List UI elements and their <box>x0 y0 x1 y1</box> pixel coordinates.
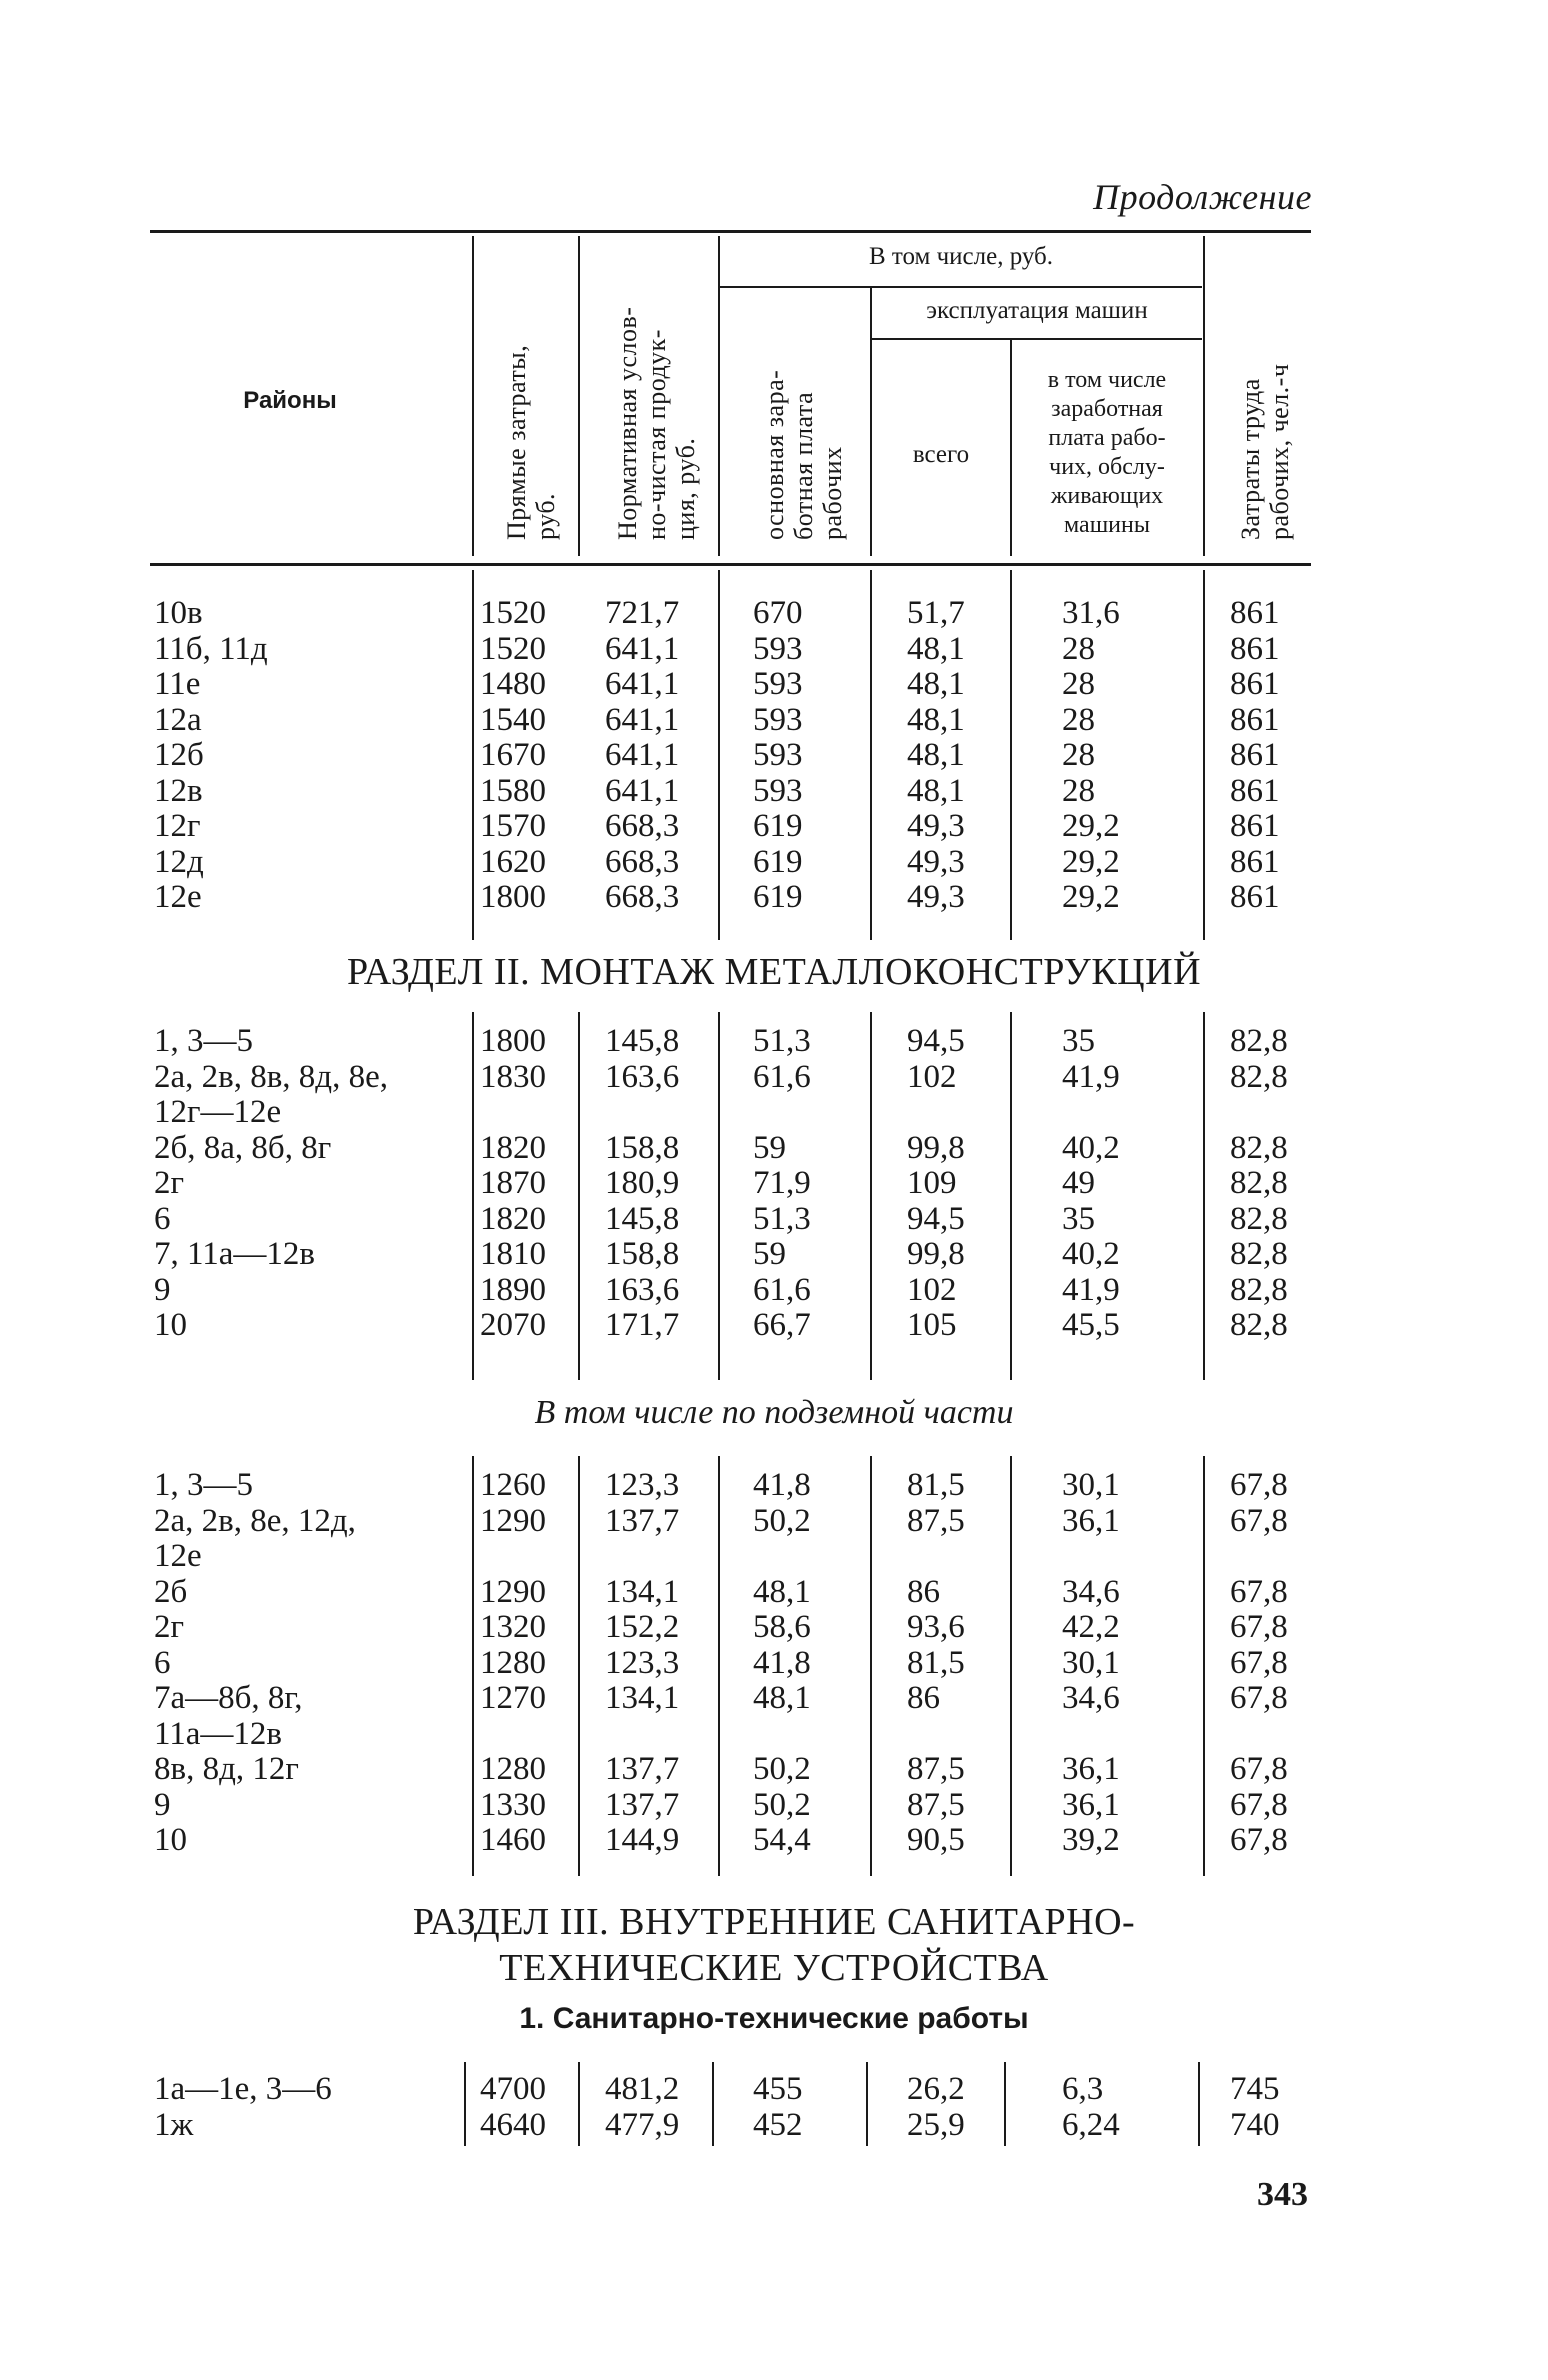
value-cell: 54,4 <box>753 1822 811 1858</box>
value-cell: 34,6 <box>1062 1573 1120 1610</box>
value-cell: 158,8 <box>605 1129 680 1166</box>
value-cell: 861 <box>1230 772 1280 809</box>
region-cell: 9 <box>154 1786 171 1823</box>
region-cell: 10 <box>154 1822 187 1858</box>
value-cell: 61,6 <box>753 1058 811 1095</box>
value-cell: 67,8 <box>1230 1822 1288 1858</box>
region-cell: 12д <box>154 843 204 880</box>
value-cell: 1290 <box>480 1502 546 1539</box>
value-cell: 28 <box>1062 630 1095 667</box>
header-subrule <box>872 338 1202 340</box>
value-cell: 34,6 <box>1062 1680 1120 1716</box>
value-cell: 1280 <box>480 1751 546 1787</box>
table-row <box>150 703 1311 739</box>
value-cell: 861 <box>1230 843 1280 880</box>
value-cell: 861 <box>1230 595 1280 631</box>
value-cell: 82,8 <box>1230 1236 1288 1272</box>
value-cell: 48,1 <box>753 1573 811 1610</box>
region-cell: 2б <box>154 1573 188 1610</box>
region-cell: 12г <box>154 808 201 844</box>
value-cell: 48,1 <box>907 666 965 702</box>
value-cell: 30,1 <box>1062 1467 1120 1503</box>
table-row <box>150 1539 1311 1575</box>
value-cell: 81,5 <box>907 1467 965 1503</box>
value-cell: 145,8 <box>605 1023 680 1059</box>
region-cell: 1, 3—5 <box>154 1023 253 1059</box>
value-cell: 152,2 <box>605 1609 680 1645</box>
region-cell: 12е <box>154 1538 202 1574</box>
value-cell: 721,7 <box>605 595 680 631</box>
value-cell: 86 <box>907 1573 940 1610</box>
value-cell: 93,6 <box>907 1609 965 1645</box>
value-cell: 51,3 <box>753 1200 811 1237</box>
header-machine-operation: эксплуатация машин <box>926 297 1148 324</box>
value-cell: 36,1 <box>1062 1786 1120 1823</box>
table-row <box>150 1308 1311 1344</box>
value-cell: 109 <box>907 1165 957 1201</box>
value-cell: 180,9 <box>605 1165 680 1201</box>
value-cell: 102 <box>907 1058 957 1095</box>
value-cell: 641,1 <box>605 701 680 738</box>
value-cell: 94,5 <box>907 1200 965 1237</box>
value-cell: 29,2 <box>1062 879 1120 915</box>
table-row <box>150 667 1311 703</box>
value-cell: 40,2 <box>1062 1236 1120 1272</box>
value-cell: 28 <box>1062 701 1095 738</box>
header-divider <box>578 236 580 556</box>
header-regions: Районы <box>243 387 337 414</box>
value-cell: 99,8 <box>907 1236 965 1272</box>
value-cell: 641,1 <box>605 772 680 809</box>
region-cell: 2г <box>154 1609 185 1645</box>
value-cell: 668,3 <box>605 808 680 844</box>
value-cell: 49,3 <box>907 808 965 844</box>
value-cell: 1800 <box>480 1023 546 1059</box>
header-machine-wage: в том числе заработная плата рабо- чих, обслу- живающих машины <box>1047 367 1167 538</box>
value-cell: 50,2 <box>753 1502 811 1539</box>
value-cell: 48,1 <box>907 772 965 809</box>
value-cell: 1290 <box>480 1573 546 1610</box>
value-cell: 1280 <box>480 1644 546 1681</box>
value-cell: 1670 <box>480 737 546 773</box>
value-cell: 99,8 <box>907 1129 965 1166</box>
value-cell: 1480 <box>480 666 546 702</box>
table-row <box>150 880 1311 916</box>
value-cell: 82,8 <box>1230 1307 1288 1343</box>
value-cell: 29,2 <box>1062 808 1120 844</box>
value-cell: 452 <box>753 2106 803 2143</box>
value-cell: 86 <box>907 1680 940 1716</box>
value-cell: 861 <box>1230 630 1280 667</box>
region-cell: 2а, 2в, 8в, 8д, 8е, <box>154 1058 388 1095</box>
value-cell: 1890 <box>480 1271 546 1308</box>
value-cell: 35 <box>1062 1023 1095 1059</box>
value-cell: 593 <box>753 737 803 773</box>
value-cell: 641,1 <box>605 630 680 667</box>
value-cell: 593 <box>753 772 803 809</box>
header-divider <box>1203 236 1205 556</box>
table-row <box>150 1610 1311 1646</box>
value-cell: 49 <box>1062 1165 1095 1201</box>
value-cell: 36,1 <box>1062 1502 1120 1539</box>
table-row <box>150 632 1311 668</box>
table-row <box>150 2108 1311 2144</box>
value-cell: 67,8 <box>1230 1751 1288 1787</box>
table-row <box>150 809 1311 845</box>
table-row <box>150 1717 1311 1753</box>
value-cell: 51,3 <box>753 1023 811 1059</box>
value-cell: 61,6 <box>753 1271 811 1308</box>
value-cell: 81,5 <box>907 1644 965 1681</box>
table-row <box>150 1202 1311 1238</box>
header-labor: Затраты труда рабочих, чел.-ч <box>1236 363 1294 540</box>
value-cell: 1820 <box>480 1129 546 1166</box>
value-cell: 593 <box>753 701 803 738</box>
value-cell: 67,8 <box>1230 1573 1288 1610</box>
value-cell: 1800 <box>480 879 546 915</box>
region-cell: 6 <box>154 1644 171 1681</box>
value-cell: 102 <box>907 1271 957 1308</box>
value-cell: 82,8 <box>1230 1271 1288 1308</box>
value-cell: 41,8 <box>753 1644 811 1681</box>
value-cell: 163,6 <box>605 1271 680 1308</box>
header-divider <box>718 236 720 556</box>
value-cell: 48,1 <box>907 737 965 773</box>
table-row <box>150 1095 1311 1131</box>
section-3-title-line1: РАЗДЕЛ III. ВНУТРЕННИЕ САНИТАРНО- <box>412 1901 1136 1943</box>
value-cell: 4700 <box>480 2071 546 2107</box>
section-3-subtitle: 1. Санитарно-технические работы <box>519 2002 1029 2035</box>
table-block-4 <box>150 2072 1311 2143</box>
value-cell: 48,1 <box>907 701 965 738</box>
value-cell: 35 <box>1062 1200 1095 1237</box>
value-cell: 1820 <box>480 1200 546 1237</box>
value-cell: 6,3 <box>1062 2071 1104 2107</box>
value-cell: 67,8 <box>1230 1644 1288 1681</box>
value-cell: 144,9 <box>605 1822 680 1858</box>
value-cell: 87,5 <box>907 1502 965 1539</box>
value-cell: 41,9 <box>1062 1058 1120 1095</box>
value-cell: 1270 <box>480 1680 546 1716</box>
table-row <box>150 1788 1311 1824</box>
region-cell: 10в <box>154 595 203 631</box>
value-cell: 619 <box>753 843 803 880</box>
value-cell: 82,8 <box>1230 1023 1288 1059</box>
value-cell: 123,3 <box>605 1644 680 1681</box>
value-cell: 670 <box>753 595 803 631</box>
value-cell: 861 <box>1230 808 1280 844</box>
value-cell: 145,8 <box>605 1200 680 1237</box>
header-subrule <box>720 286 1202 288</box>
value-cell: 137,7 <box>605 1786 680 1823</box>
value-cell: 1260 <box>480 1467 546 1503</box>
table-row <box>150 1752 1311 1788</box>
value-cell: 1320 <box>480 1609 546 1645</box>
value-cell: 48,1 <box>753 1680 811 1716</box>
value-cell: 619 <box>753 808 803 844</box>
value-cell: 90,5 <box>907 1822 965 1858</box>
table-row <box>150 1237 1311 1273</box>
table-row <box>150 738 1311 774</box>
value-cell: 82,8 <box>1230 1058 1288 1095</box>
table-row <box>150 1646 1311 1682</box>
value-cell: 105 <box>907 1307 957 1343</box>
value-cell: 82,8 <box>1230 1200 1288 1237</box>
value-cell: 40,2 <box>1062 1129 1120 1166</box>
region-cell: 2г <box>154 1165 185 1201</box>
header-divider <box>472 236 474 556</box>
value-cell: 1870 <box>480 1165 546 1201</box>
value-cell: 30,1 <box>1062 1644 1120 1681</box>
value-cell: 123,3 <box>605 1467 680 1503</box>
region-cell: 1а—1е, 3—6 <box>154 2071 332 2107</box>
value-cell: 1620 <box>480 843 546 880</box>
region-cell: 6 <box>154 1200 171 1237</box>
value-cell: 50,2 <box>753 1751 811 1787</box>
table-row <box>150 1024 1311 1060</box>
value-cell: 2070 <box>480 1307 546 1343</box>
value-cell: 36,1 <box>1062 1751 1120 1787</box>
region-cell: 2а, 2в, 8е, 12д, <box>154 1502 356 1539</box>
value-cell: 29,2 <box>1062 843 1120 880</box>
value-cell: 87,5 <box>907 1786 965 1823</box>
value-cell: 668,3 <box>605 879 680 915</box>
header-machine-total: всего <box>912 441 970 468</box>
value-cell: 59 <box>753 1129 786 1166</box>
region-cell: 7, 11а—12в <box>154 1236 316 1272</box>
table-block-1 <box>150 596 1311 916</box>
value-cell: 861 <box>1230 737 1280 773</box>
value-cell: 4640 <box>480 2106 546 2143</box>
continuation-label: Продолжение <box>1093 177 1312 217</box>
value-cell: 861 <box>1230 701 1280 738</box>
region-cell: 12а <box>154 701 202 738</box>
value-cell: 48,1 <box>907 630 965 667</box>
value-cell: 619 <box>753 879 803 915</box>
region-cell: 9 <box>154 1271 171 1308</box>
table-row <box>150 1273 1311 1309</box>
page-number: 343 <box>1257 2176 1308 2213</box>
table-row <box>150 1166 1311 1202</box>
value-cell: 641,1 <box>605 737 680 773</box>
value-cell: 668,3 <box>605 843 680 880</box>
value-cell: 28 <box>1062 737 1095 773</box>
region-cell: 10 <box>154 1307 187 1343</box>
region-cell: 7а—8б, 8г, <box>154 1680 303 1716</box>
value-cell: 1330 <box>480 1786 546 1823</box>
value-cell: 137,7 <box>605 1502 680 1539</box>
value-cell: 25,9 <box>907 2106 965 2143</box>
value-cell: 1570 <box>480 808 546 844</box>
table-row <box>150 845 1311 881</box>
value-cell: 1460 <box>480 1822 546 1858</box>
region-cell: 12в <box>154 772 203 809</box>
value-cell: 861 <box>1230 879 1280 915</box>
header-base-wage: основная зара- ботная плата рабочих <box>760 369 847 540</box>
value-cell: 49,3 <box>907 879 965 915</box>
table-row <box>150 1575 1311 1611</box>
value-cell: 163,6 <box>605 1058 680 1095</box>
table-row <box>150 1060 1311 1096</box>
section-2-title: РАЗДЕЛ II. МОНТАЖ МЕТАЛЛОКОНСТРУКЦИЙ <box>346 951 1202 993</box>
value-cell: 39,2 <box>1062 1822 1120 1858</box>
value-cell: 593 <box>753 630 803 667</box>
value-cell: 94,5 <box>907 1023 965 1059</box>
value-cell: 158,8 <box>605 1236 680 1272</box>
value-cell: 82,8 <box>1230 1129 1288 1166</box>
value-cell: 477,9 <box>605 2106 680 2143</box>
value-cell: 6,24 <box>1062 2106 1120 2143</box>
value-cell: 59 <box>753 1236 786 1272</box>
header-direct-cost: Прямые затраты, руб. <box>502 344 560 540</box>
value-cell: 861 <box>1230 666 1280 702</box>
region-cell: 12г—12е <box>154 1094 282 1130</box>
value-cell: 41,9 <box>1062 1271 1120 1308</box>
value-cell: 45,5 <box>1062 1307 1120 1343</box>
value-cell: 740 <box>1230 2106 1280 2143</box>
value-cell: 171,7 <box>605 1307 680 1343</box>
header-divider <box>870 288 872 556</box>
region-cell: 12е <box>154 879 202 915</box>
value-cell: 1830 <box>480 1058 546 1095</box>
header-normative: Нормативная услов- но-чистая продук- ция, руб. <box>613 306 700 540</box>
value-cell: 745 <box>1230 2071 1280 2107</box>
region-cell: 11б, 11д <box>154 630 268 667</box>
value-cell: 67,8 <box>1230 1467 1288 1503</box>
table-block-2 <box>150 1024 1311 1344</box>
region-cell: 11а—12в <box>154 1715 283 1752</box>
table-row <box>150 1131 1311 1167</box>
value-cell: 67,8 <box>1230 1680 1288 1716</box>
value-cell: 481,2 <box>605 2071 680 2107</box>
table-row <box>150 774 1311 810</box>
value-cell: 87,5 <box>907 1751 965 1787</box>
value-cell: 137,7 <box>605 1751 680 1787</box>
value-cell: 28 <box>1062 772 1095 809</box>
value-cell: 41,8 <box>753 1467 811 1503</box>
region-cell: 1ж <box>154 2106 194 2143</box>
value-cell: 49,3 <box>907 843 965 880</box>
region-cell: 11е <box>154 666 201 702</box>
table-row <box>150 1504 1311 1540</box>
value-cell: 67,8 <box>1230 1609 1288 1645</box>
value-cell: 455 <box>753 2071 803 2107</box>
value-cell: 1810 <box>480 1236 546 1272</box>
value-cell: 31,6 <box>1062 595 1120 631</box>
value-cell: 134,1 <box>605 1573 680 1610</box>
region-cell: 8в, 8д, 12г <box>154 1751 299 1787</box>
value-cell: 67,8 <box>1230 1786 1288 1823</box>
value-cell: 71,9 <box>753 1165 811 1201</box>
value-cell: 26,2 <box>907 2071 965 2107</box>
table-top-rule <box>150 230 1311 233</box>
value-cell: 134,1 <box>605 1680 680 1716</box>
value-cell: 67,8 <box>1230 1502 1288 1539</box>
table-row <box>150 2072 1311 2108</box>
value-cell: 58,6 <box>753 1609 811 1645</box>
value-cell: 42,2 <box>1062 1609 1120 1645</box>
header-incl-rub: В том числе, руб. <box>868 243 1054 270</box>
value-cell: 28 <box>1062 666 1095 702</box>
value-cell: 1580 <box>480 772 546 809</box>
value-cell: 1520 <box>480 630 546 667</box>
value-cell: 593 <box>753 666 803 702</box>
region-cell: 2б, 8а, 8б, 8г <box>154 1129 332 1166</box>
region-cell: 12б <box>154 737 204 773</box>
table-row <box>150 1468 1311 1504</box>
table-row <box>150 1823 1311 1859</box>
region-cell: 1, 3—5 <box>154 1467 253 1503</box>
underground-title: В том числе по подземной части <box>534 1394 1014 1431</box>
table-block-3 <box>150 1468 1311 1859</box>
value-cell: 51,7 <box>907 595 965 631</box>
value-cell: 50,2 <box>753 1786 811 1823</box>
value-cell: 1520 <box>480 595 546 631</box>
table-row <box>150 1681 1311 1717</box>
section-3-title-line2: ТЕХНИЧЕСКИЕ УСТРОЙСТВА <box>499 1947 1049 1989</box>
value-cell: 1540 <box>480 701 546 738</box>
header-bottom-rule <box>150 563 1311 566</box>
table-row <box>150 596 1311 632</box>
value-cell: 641,1 <box>605 666 680 702</box>
value-cell: 82,8 <box>1230 1165 1288 1201</box>
value-cell: 66,7 <box>753 1307 811 1343</box>
